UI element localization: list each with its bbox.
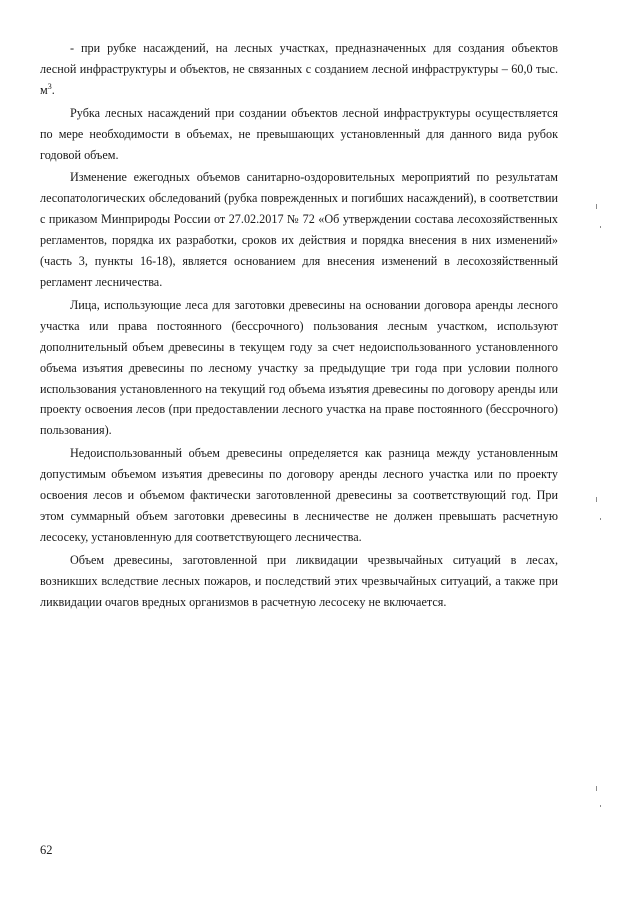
scan-mark <box>600 805 601 807</box>
scan-mark <box>596 786 597 791</box>
paragraph-text: - при рубке насаждений, на лесных участках, предназначенных для создания объектов лесной инфраструктуры и объектов, не связанных с созданием лесной инфраструктуры – 60,0 тыс. м <box>40 41 558 97</box>
paragraph-infrastructure-felling-volume <box>40 38 558 101</box>
scan-mark <box>600 518 601 520</box>
paragraph-sanitary-measures: Изменение ежегодных объемов санитарно-оздоровительных мероприятий по результатам лесопатологических обследований (рубка поврежденных и погибших насаждений), в соответствии с приказом Минприроды России от 27.02.2017 № 72 «Об утверждении состава лесохозяйственных регламентов, порядка их разработки, сроков их действия и порядка внесения в них изменений» (часть 3, пункты 16-18), является основанием для внесения изменений в лесохозяйственный регламент лесничества. <box>40 170 558 289</box>
paragraph-emergency-volume: Объем древесины, заготовленной при ликвидации чрезвычайных ситуаций в лесах, возникших вследствие лесных пожаров, и последствий этих чрезвычайных ситуаций, а также при ликвидации очагов вредных организмов в расчетную лесосеку не включается. <box>40 552 558 609</box>
paragraph-underused-volume: Недоиспользованный объем древесины определяется как разница между установленным допустимым объемом изъятия древесины по договору аренды лесного участка или по проекту освоения лесов и объемом фактически заготовленной древесины за соответствующий год. При этом суммарный объем заготовки древесины в лесничестве не должен превышать расчетную лесосеку, установленную для соответствующего лесничества. <box>40 446 558 544</box>
paragraph-text-end: . <box>51 82 55 97</box>
scan-mark <box>600 226 601 228</box>
page-number: 62 <box>40 843 53 857</box>
paragraph-additional-volume: Лица, использующие леса для заготовки древесины на основании договора аренды лесного участка или права постоянного (бессрочного) пользования лесным участком, используют дополнительный объем древесины в текущем году за счет недоиспользованного установленного объема изъятия древесины по лесному участку за предыдущие три года при условии полного использования установленного на текущий год объема изъятия древесины по договору аренды или проекту освоения лесов (при предоставлении лесного участка на праве постоянного (бессрочного) пользования). <box>40 297 558 438</box>
document-body <box>40 38 558 612</box>
scan-mark <box>596 204 597 209</box>
paragraph-felling-procedure: Рубка лесных насаждений при создании объектов лесной инфраструктуры осуществляется по мере необходимости в объемах, не превышающих установленный для данного вида рубок годовой объем. <box>40 105 558 162</box>
superscript-cubic: 3 <box>47 81 52 91</box>
scan-mark <box>596 497 597 502</box>
